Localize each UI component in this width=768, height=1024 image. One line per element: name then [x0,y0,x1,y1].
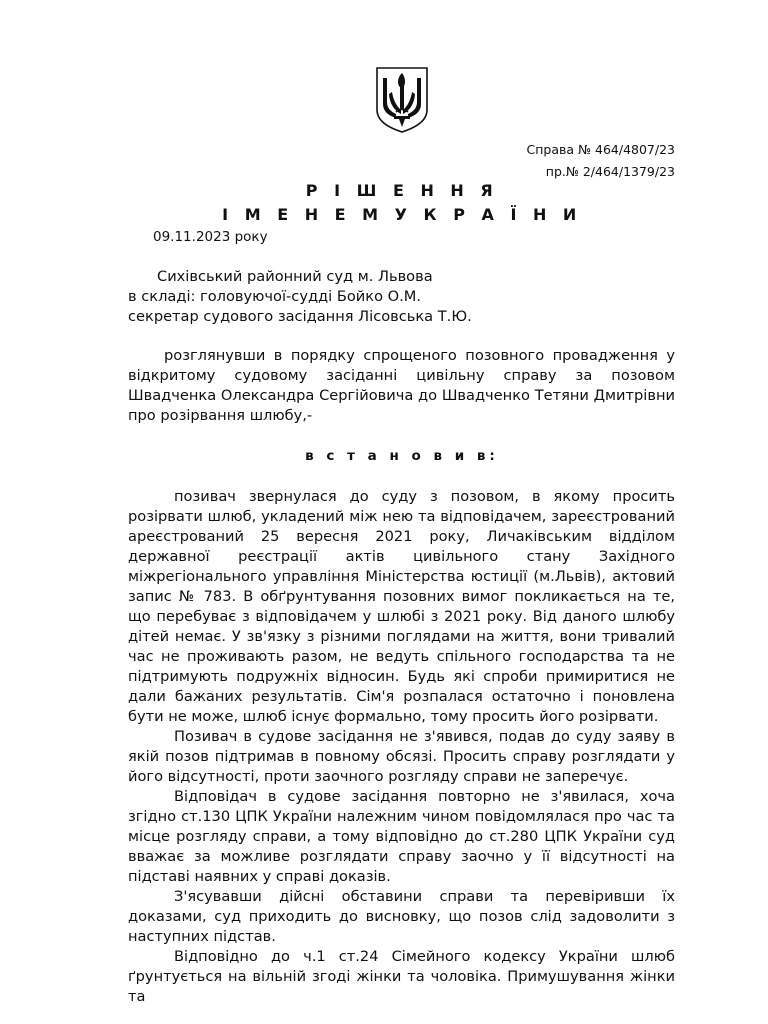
presiding-judge: в складі: головуючої-судді Бойко О.М. [128,288,421,305]
body-paragraph: З'ясувавши дійсні обставини справи та перевіривши їх доказами, суд приходить до висновку, що позов слід задоволити з наступних підстав. [128,888,675,945]
considered-paragraph [128,346,675,426]
decision-subtitle: І М Е Н Е М У К Р А Ї Н И [222,205,582,224]
body-paragraph: Позивач в судове засідання не з'явився, подав до суду заяву в якій позов підтримав в повному обсязі. Просить справу розглядати у його відсутності, проти заочного розгляду справи не заперечує. [128,728,675,785]
court-name: Сихівський районний суд м. Львова [157,268,433,285]
body-paragraph: Відповідач в судове засідання повторно не з'явилася, хоча згідно ст.130 ЦПК України належним чином повідомлялася про час та місце розгляду справи, а тому відповідно до ст.280 ЦПК України суд вважає за можливе розглядати справу заочно у її відсутності на підставі наявних у справі доказів. [128,788,675,885]
decision-body [128,487,675,1007]
trident-emblem-icon [374,66,430,134]
body-paragraph: позивач звернулася до суду з позовом, в якому просить розірвати шлюб, укладений між нею та відповідачем, зареєстрований ареєстрований 25 вересня 2021 року, Личаківським відділом державної реєстрації актів цивільного стану Західного міжрегіонального управління Міністерства юстиції (м.Львів), актовий запис № 783. В обґрунтування позовних вимог покликається на те, що перебуває з відповідачем у шлюбі з 2021 року. Від даного шлюбу дітей немає. У зв'язку з різними поглядами на життя, вони тривалий час не проживають разом, не ведуть спільного господарства та не підтримують подружніх відносин. Будь які спроби примиритися не дали бажаних результатів. Сім'я розпалася остаточно і поновлена бути не може, шлюб існує формально, тому просить його розірвати. [128,488,675,725]
established-heading: в с т а н о в и в: [305,448,499,464]
case-number: Справа № 464/4807/23 [526,142,675,157]
decision-title: Р І Ш Е Н Н Я [305,181,499,200]
considered-text: розглянувши в порядку спрощеного позовного провадження у відкритому судовому засіданні цивільну справу за позовом Швадченка Олександра Сергійовича до Швадченко Тетяни Дмитрівни про розірвання шлюбу,- [128,347,675,424]
court-composition [128,267,688,327]
decision-date: 09.11.2023 року [153,229,268,245]
court-secretary: секретар судового засідання Лісовська Т.Ю. [128,308,472,325]
proceeding-number: пр.№ 2/464/1379/23 [545,164,675,179]
body-paragraph: Відповідно до ч.1 ст.24 Сімейного кодексу України шлюб ґрунтується на вільній згоді жінки та чоловіка. Примушування жінки та [128,948,675,1005]
